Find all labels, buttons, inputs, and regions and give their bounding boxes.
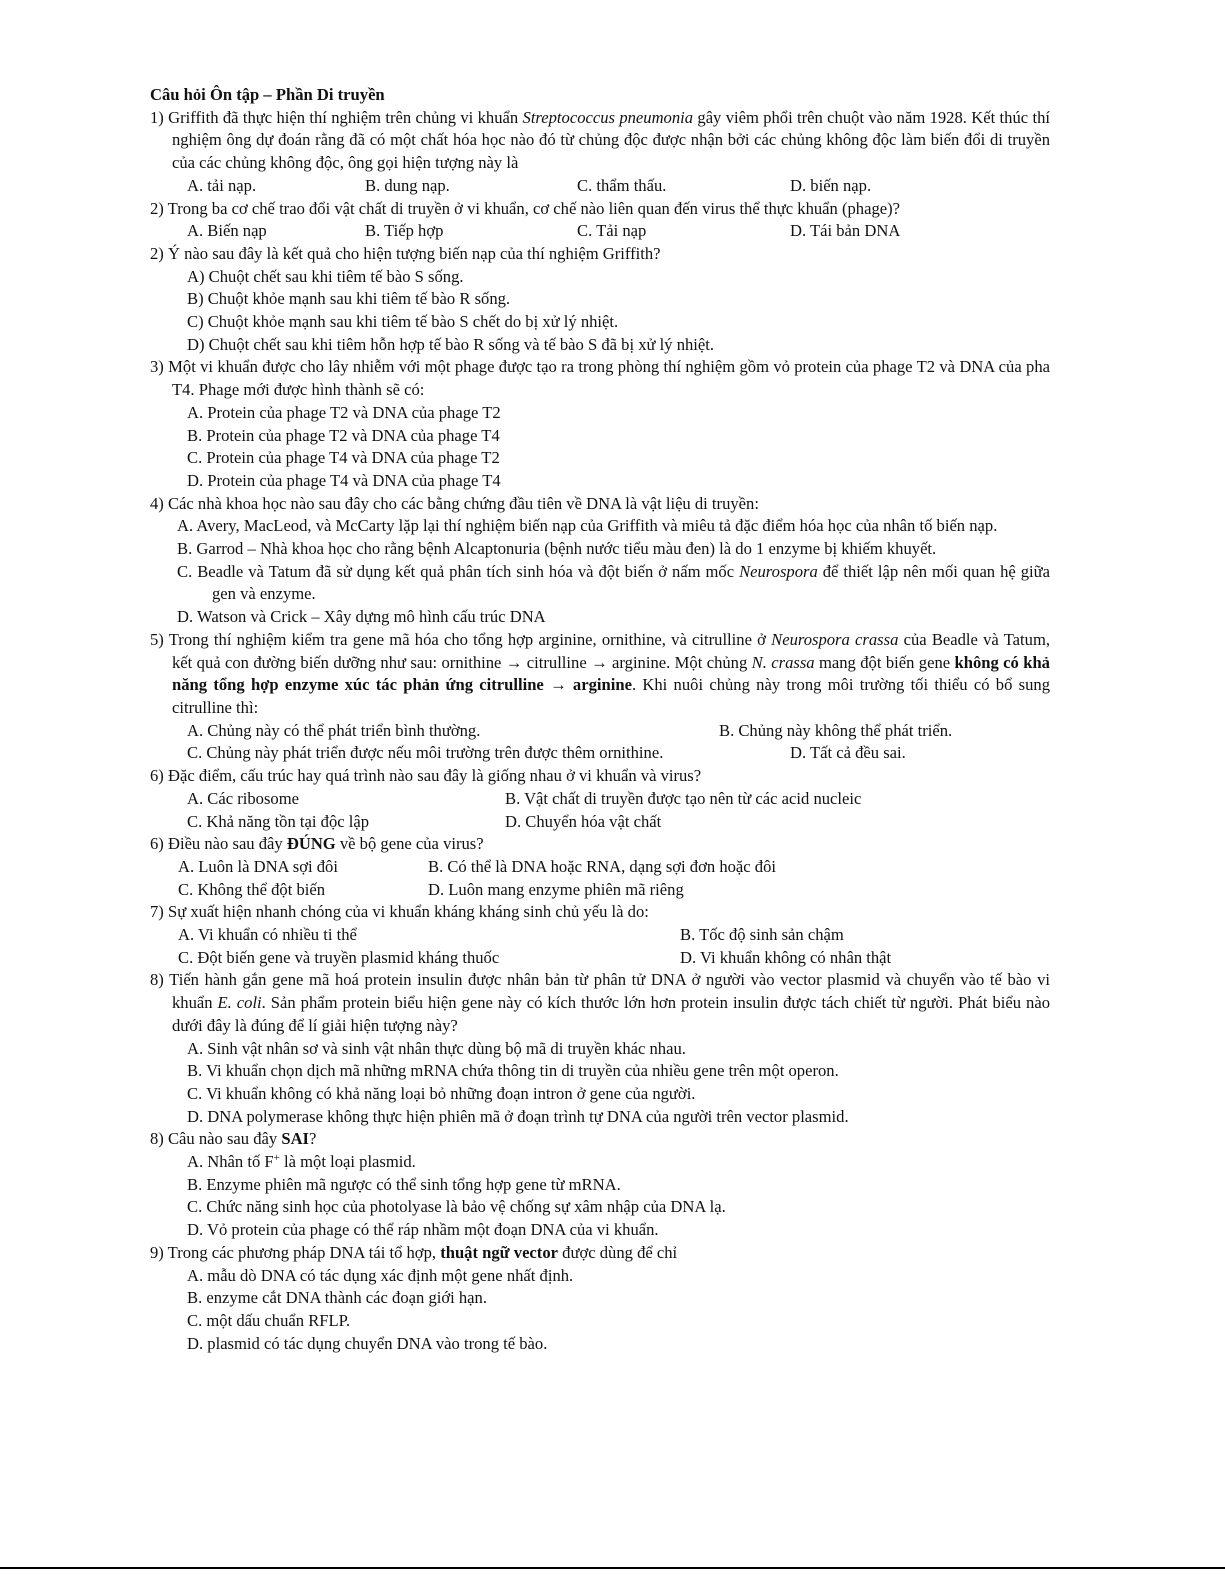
question-6a [150, 765, 1050, 833]
option-c[interactable]: C. Protein của phage T4 và DNA của phage T2 [187, 448, 500, 468]
species-name: Neurospora crassa [771, 629, 899, 649]
option-a[interactable]: A. Các ribosome [187, 788, 299, 808]
option-b[interactable]: B. Tiếp hợp [365, 221, 444, 241]
option-b[interactable]: B. enzyme cắt DNA thành các đoạn giới hạn. [187, 1288, 487, 1308]
stem-text: 1) Griffith đã thực hiện thí nghiệm trên chủng vi khuẩn [150, 107, 523, 127]
question-6b [150, 833, 1050, 901]
emphasis-text: SAI [281, 1129, 310, 1149]
question-8a [150, 969, 1050, 1128]
option-a[interactable]: A. tải nạp. [187, 175, 257, 195]
stem-text: 8) Câu nào sau đây [150, 1129, 282, 1149]
question-2b [150, 243, 1050, 357]
option-a[interactable]: A. Avery, MacLeod, và McCarty lặp lại thí nghiệm biến nạp của Griffith và miêu tả đặc điểm hóa học của nhân tố biến nạp. [177, 516, 998, 536]
options-row [150, 811, 1050, 834]
option-a[interactable]: A. Biến nạp [187, 221, 267, 241]
option-d[interactable]: D. Vi khuẩn không có nhân thật [680, 947, 892, 967]
question-stem: 2) Trong ba cơ chế trao đổi vật chất di truyền ở vi khuẩn, cơ chế nào liên quan đến virus thể thực khuẩn (phage)? [150, 198, 901, 218]
stem-text: 9) Trong các phương pháp DNA tái tổ hợp, [150, 1242, 441, 1262]
option-c[interactable]: C. Khả năng tồn tại độc lập [187, 811, 370, 831]
option-a[interactable]: A. Sinh vật nhân sơ và sinh vật nhân thực dùng bộ mã di truyền khác nhau. [187, 1038, 686, 1058]
option-b[interactable]: B. Enzyme phiên mã ngược có thể sinh tổng hợp gene từ mRNA. [187, 1174, 621, 1194]
option-a[interactable]: A. Chủng này có thể phát triển bình thường. [187, 720, 481, 740]
option-d[interactable]: D. Protein của phage T4 và DNA của phage T4 [187, 470, 501, 490]
stem-text: . Khi nuôi chủng này trong môi trường tối thiểu có bổ sung citrulline thì: [172, 675, 1050, 717]
option-c[interactable]: C. thẩm thấu. [577, 175, 667, 195]
stem-text: 5) Trong thí nghiệm kiểm tra gene mã hóa cho tổng hợp arginine, ornithine, và citrulline ở [150, 629, 772, 649]
option-d[interactable]: D. Vỏ protein của phage có thể ráp nhầm một đoạn DNA của vi khuẩn. [187, 1220, 659, 1240]
stem-text: về bộ gene của virus? [335, 834, 484, 854]
option-d[interactable]: D. plasmid có tác dụng chuyển DNA vào trong tế bào. [187, 1333, 548, 1353]
stem-text: 6) Điều nào sau đây [150, 834, 287, 854]
genus-name: Neurospora [739, 561, 818, 581]
option-c[interactable]: C. Chức năng sinh học của photolyase là bảo vệ chống sự xâm nhập của DNA lạ. [187, 1197, 726, 1217]
option-c[interactable]: C. Không thể đột biến [178, 879, 326, 899]
question-stem: 4) Các nhà khoa học nào sau đây cho các bằng chứng đầu tiên về DNA là vật liệu di truyền: [150, 493, 759, 513]
option-text: để thiết lập nên mối quan hệ giữa gen và enzyme. [212, 561, 1050, 604]
option-a[interactable]: A. Protein của phage T2 và DNA của phage T2 [187, 402, 501, 422]
options-row [150, 947, 1050, 970]
stem-text: . Sản phẩm protein biểu hiện gene này có kích thước lớn hơn protein insulin được tách chiết từ người. Phát biểu nào dưới đây là đúng để lí giải hiện tượng này? [172, 993, 1050, 1035]
option-a[interactable]: A. mẫu dò DNA có tác dụng xác định một gene nhất định. [187, 1265, 574, 1285]
stem-text: gây viêm phổi trên chuột vào năm 1928. Kết thúc thí nghiệm ông dự đoán rằng đã có một chất hóa học nào đó từ chủng độc được nhận bởi các chủng không độc làm biến đổi di truyền của các chủng không độc, ông gọi hiện tượng này là [172, 107, 1050, 173]
option-c[interactable] [150, 561, 1050, 606]
species-name: N. crassa [751, 652, 815, 672]
options-row [150, 220, 1050, 243]
option-b[interactable]: B. dung nạp. [365, 175, 450, 195]
option-c[interactable]: C. Vi khuẩn không có khả năng loại bỏ những đoạn intron ở gene của người. [187, 1083, 696, 1103]
option-a[interactable] [150, 1151, 1050, 1174]
option-b[interactable]: B. Chủng này không thể phát triển. [719, 720, 953, 740]
option-b[interactable]: B. Protein của phage T2 và DNA của phage T4 [187, 425, 500, 445]
options-row [150, 742, 1050, 765]
stem-text: 8) Tiến hành gắn gene mã hoá protein insulin được nhân bản từ phân tử DNA ở người vào vector plasmid và chuyển vào tế bào vi khuẩn [150, 970, 1050, 1013]
option-a[interactable]: A) Chuột chết sau khi tiêm tế bào S sống. [187, 266, 464, 286]
question-5 [150, 629, 1050, 765]
option-c[interactable]: C. một dấu chuẩn RFLP. [187, 1310, 351, 1330]
stem-text: ? [309, 1129, 317, 1149]
question-7 [150, 901, 1050, 969]
options-row [150, 924, 1050, 947]
emphasis-text: thuật ngữ vector [440, 1242, 558, 1262]
option-a[interactable]: A. Vi khuẩn có nhiều ti thể [178, 925, 357, 945]
option-a[interactable]: A. Luôn là DNA sợi đôi [178, 856, 338, 876]
stem-text: được dùng để chỉ [558, 1242, 678, 1262]
option-d[interactable]: D. Luôn mang enzyme phiên mã riêng [428, 879, 684, 899]
option-d[interactable]: D. Tái bản DNA [790, 221, 901, 241]
exam-page [150, 84, 1050, 1355]
question-stem: 6) Đặc điểm, cấu trúc hay quá trình nào sau đây là giống nhau ở vi khuẩn và virus? [150, 766, 702, 786]
question-stem [150, 1128, 1050, 1151]
stem-text: mang đột biến gene [814, 652, 955, 672]
option-c[interactable]: C) Chuột khỏe mạnh sau khi tiêm tế bào S chết do bị xử lý nhiệt. [187, 312, 619, 332]
option-d[interactable]: D. Tất cả đều sai. [790, 743, 906, 763]
option-b[interactable]: B. Vi khuẩn chọn dịch mã những mRNA chứa thông tin di truyền của nhiều gene trên một operon. [187, 1061, 839, 1081]
options-row [150, 175, 1050, 198]
question-1 [150, 107, 1050, 198]
question-stem [150, 107, 1050, 175]
question-2a [150, 198, 1050, 243]
question-stem [150, 969, 1050, 1037]
option-d[interactable]: D. biến nạp. [790, 175, 872, 195]
species-name: E. coli [217, 993, 262, 1013]
page-bottom-rule [0, 1567, 1225, 1569]
question-3 [150, 356, 1050, 492]
question-stem: 2) Ý nào sau đây là kết quả cho hiện tượng biến nạp của thí nghiệm Griffith? [150, 243, 661, 263]
options-row [150, 856, 1050, 879]
options-row [150, 720, 1050, 743]
option-b[interactable]: B. Tốc độ sinh sản chậm [680, 925, 844, 945]
question-8b [150, 1128, 1050, 1242]
species-name: Streptococcus pneumonia [522, 107, 694, 127]
option-d[interactable]: D) Chuột chết sau khi tiêm hỗn hợp tế bào R sống và tế bào S đã bị xử lý nhiệt. [187, 334, 715, 354]
question-stem [150, 629, 1050, 720]
option-text: C. Beadle và Tatum đã sử dụng kết quả phân tích sinh hóa và đột biến ở nấm mốc [177, 561, 740, 581]
question-stem: 7) Sự xuất hiện nhanh chóng của vi khuẩn kháng kháng sinh chủ yếu là do: [150, 902, 649, 922]
option-b[interactable]: B. Vật chất di truyền được tạo nên từ các acid nucleic [505, 788, 862, 808]
option-c[interactable]: C. Đột biến gene và truyền plasmid kháng thuốc [178, 947, 500, 967]
question-9 [150, 1242, 1050, 1356]
options-row [150, 879, 1050, 902]
question-stem [150, 833, 1050, 856]
question-4 [150, 493, 1050, 629]
option-c[interactable]: C. Tải nạp [577, 221, 647, 241]
page-title: Câu hỏi Ôn tập – Phần Di truyền [150, 85, 385, 104]
option-d[interactable]: D. Watson và Crick – Xây dựng mô hình cấu trúc DNA [177, 607, 546, 627]
emphasis-text: ĐÚNG [286, 834, 336, 854]
superscript: + [273, 1152, 280, 1165]
question-stem: 3) Một vi khuẩn được cho lây nhiễm với một phage được tạo ra trong phòng thí nghiệm gồm vỏ protein của phage T2 và DNA của pha T4. Phage mới được hình thành sẽ có: [150, 357, 1050, 400]
question-stem [150, 1242, 1050, 1265]
option-d[interactable]: D. DNA polymerase không thực hiện phiên mã ở đoạn trình tự DNA của người trên vector plasmid. [187, 1106, 849, 1126]
option-b[interactable]: B) Chuột khỏe mạnh sau khi tiêm tế bào R sống. [187, 289, 511, 309]
emphasis-text: không có khả năng tổng hợp enzyme xúc tác phản ứng citrulline → arginine [172, 652, 1050, 695]
option-b[interactable]: B. Có thể là DNA hoặc RNA, dạng sợi đơn hoặc đôi [428, 856, 776, 876]
option-text: là một loại plasmid. [279, 1152, 416, 1172]
option-d[interactable]: D. Chuyển hóa vật chất [505, 811, 662, 831]
option-text: A. Nhân tố F [187, 1152, 274, 1172]
option-b[interactable]: B. Garrod – Nhà khoa học cho rằng bệnh Alcaptonuria (bệnh nước tiểu màu đen) là do 1 enzyme bị khiếm khuyết. [177, 539, 937, 559]
options-row [150, 788, 1050, 811]
stem-text: của Beadle và Tatum, kết quả con đường biến dưỡng như sau: ornithine → citrulline → arginine. Một chủng [172, 629, 1051, 672]
option-c[interactable]: C. Chủng này phát triển được nếu môi trường trên được thêm ornithine. [187, 743, 664, 763]
